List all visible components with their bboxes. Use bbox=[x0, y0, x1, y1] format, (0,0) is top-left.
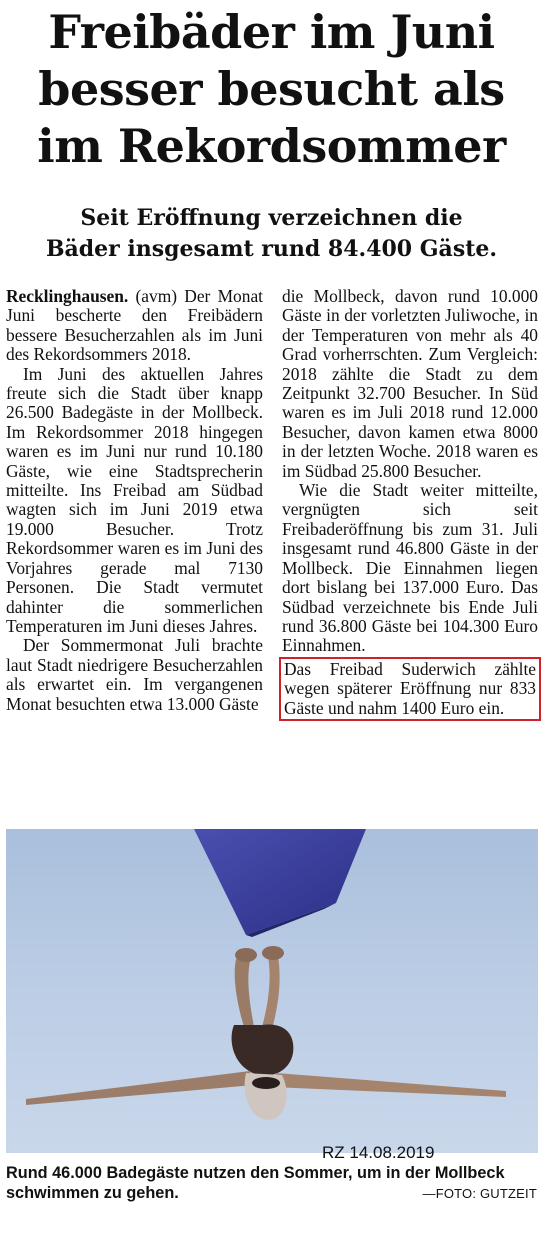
article-column-right bbox=[282, 287, 538, 721]
lead-text: (avm) Der Monat Juni bescherte den Freibädern bessere Besucherzahlen als im Juni des Rekordsommers 2018. bbox=[6, 286, 263, 365]
article-column-left bbox=[6, 287, 263, 714]
photo-credit: —FOTO: GUTZEIT bbox=[422, 1186, 537, 1201]
article-paragraph: die Mollbeck, davon rund 10.000 Gäste in der vorletzten Juliwoche, in der Temperaturen von mehr als 40 Grad vorherrschten. Zum Vergleich: 2018 zählte die Stadt zu dem Zeitpunkt 32.700 Besucher. In Süd waren es im Juli 2018 rund 12.000 Besucher, davon kamen etwa 8000 in der letzten Woche. 2018 waren es im Südbad 25.800 Besucher. bbox=[282, 286, 538, 481]
headline bbox=[0, 4, 543, 175]
archive-stamp: RZ 14.08.2019 bbox=[322, 1143, 435, 1162]
diver-leg bbox=[235, 959, 254, 1027]
diving-platform bbox=[194, 829, 366, 935]
diver-arm-left bbox=[26, 1071, 254, 1105]
headline-line-3: im Rekordsommer bbox=[37, 119, 506, 173]
highlighted-paragraph: Das Freibad Suderwich zählte wegen späterer Eröffnung nur 833 Gäste und nahm 1400 Euro ein. bbox=[279, 657, 541, 721]
article-photo bbox=[6, 829, 538, 1153]
diver-arm-right bbox=[272, 1073, 506, 1097]
photo-caption: Rund 46.000 Badegäste nutzen den Sommer, um in der Mollbeck schwimmen zu gehen. bbox=[6, 1164, 505, 1202]
article-paragraph bbox=[6, 287, 263, 365]
dateline: Recklinghausen. bbox=[6, 286, 129, 306]
article-paragraph: Im Juni des aktuellen Jahres freute sich die Stadt über knapp 26.500 Badegäste in der Mollbeck. Im Rekordsommer 2018 hingegen waren es im Juni nur rund 10.180 Gäste, wie eine Stadtsprecherin mitteilte. Ins Freibad am Südbad wagten sich im Juni 2019 etwa 19.000 Besucher. Trotz Rekordsommer waren es im Juni des Vorjahres gerade mal 7130 Personen. Die Stadt vermutet dahinter die sommerlichen Temperaturen im Juni dieses Jahres. bbox=[6, 363, 263, 636]
headline-line-1: Freibäder im Juni bbox=[48, 5, 495, 59]
subheadline bbox=[0, 203, 543, 265]
subheadline-line-1: Seit Eröffnung verzeichnen die bbox=[80, 205, 463, 231]
diver-illustration bbox=[6, 829, 538, 1153]
headline-line-2: besser besucht als bbox=[38, 62, 505, 116]
article-paragraph: Der Sommermonat Juli brachte laut Stadt niedrigere Besucherzahlen als erwartet ein. Im vergangenen Monat besuchten etwa 13.000 Gäste bbox=[6, 635, 263, 714]
diver-swimsuit bbox=[232, 1025, 294, 1076]
article-paragraph: Wie die Stadt weiter mitteilte, vergnügten sich seit Freibaderöffnung bis zum 31. Juli insgesamt rund 46.800 Gäste in der Mollbeck. Die Einnahmen liegen dort bislang bei 137.000 Euro. Das Südbad verzeichnete bis Ende Juli rund 36.800 Gäste bei 104.300 Euro Einnahmen. bbox=[282, 480, 538, 656]
subheadline-line-2: Bäder insgesamt rund 84.400 Gäste. bbox=[45, 236, 498, 262]
